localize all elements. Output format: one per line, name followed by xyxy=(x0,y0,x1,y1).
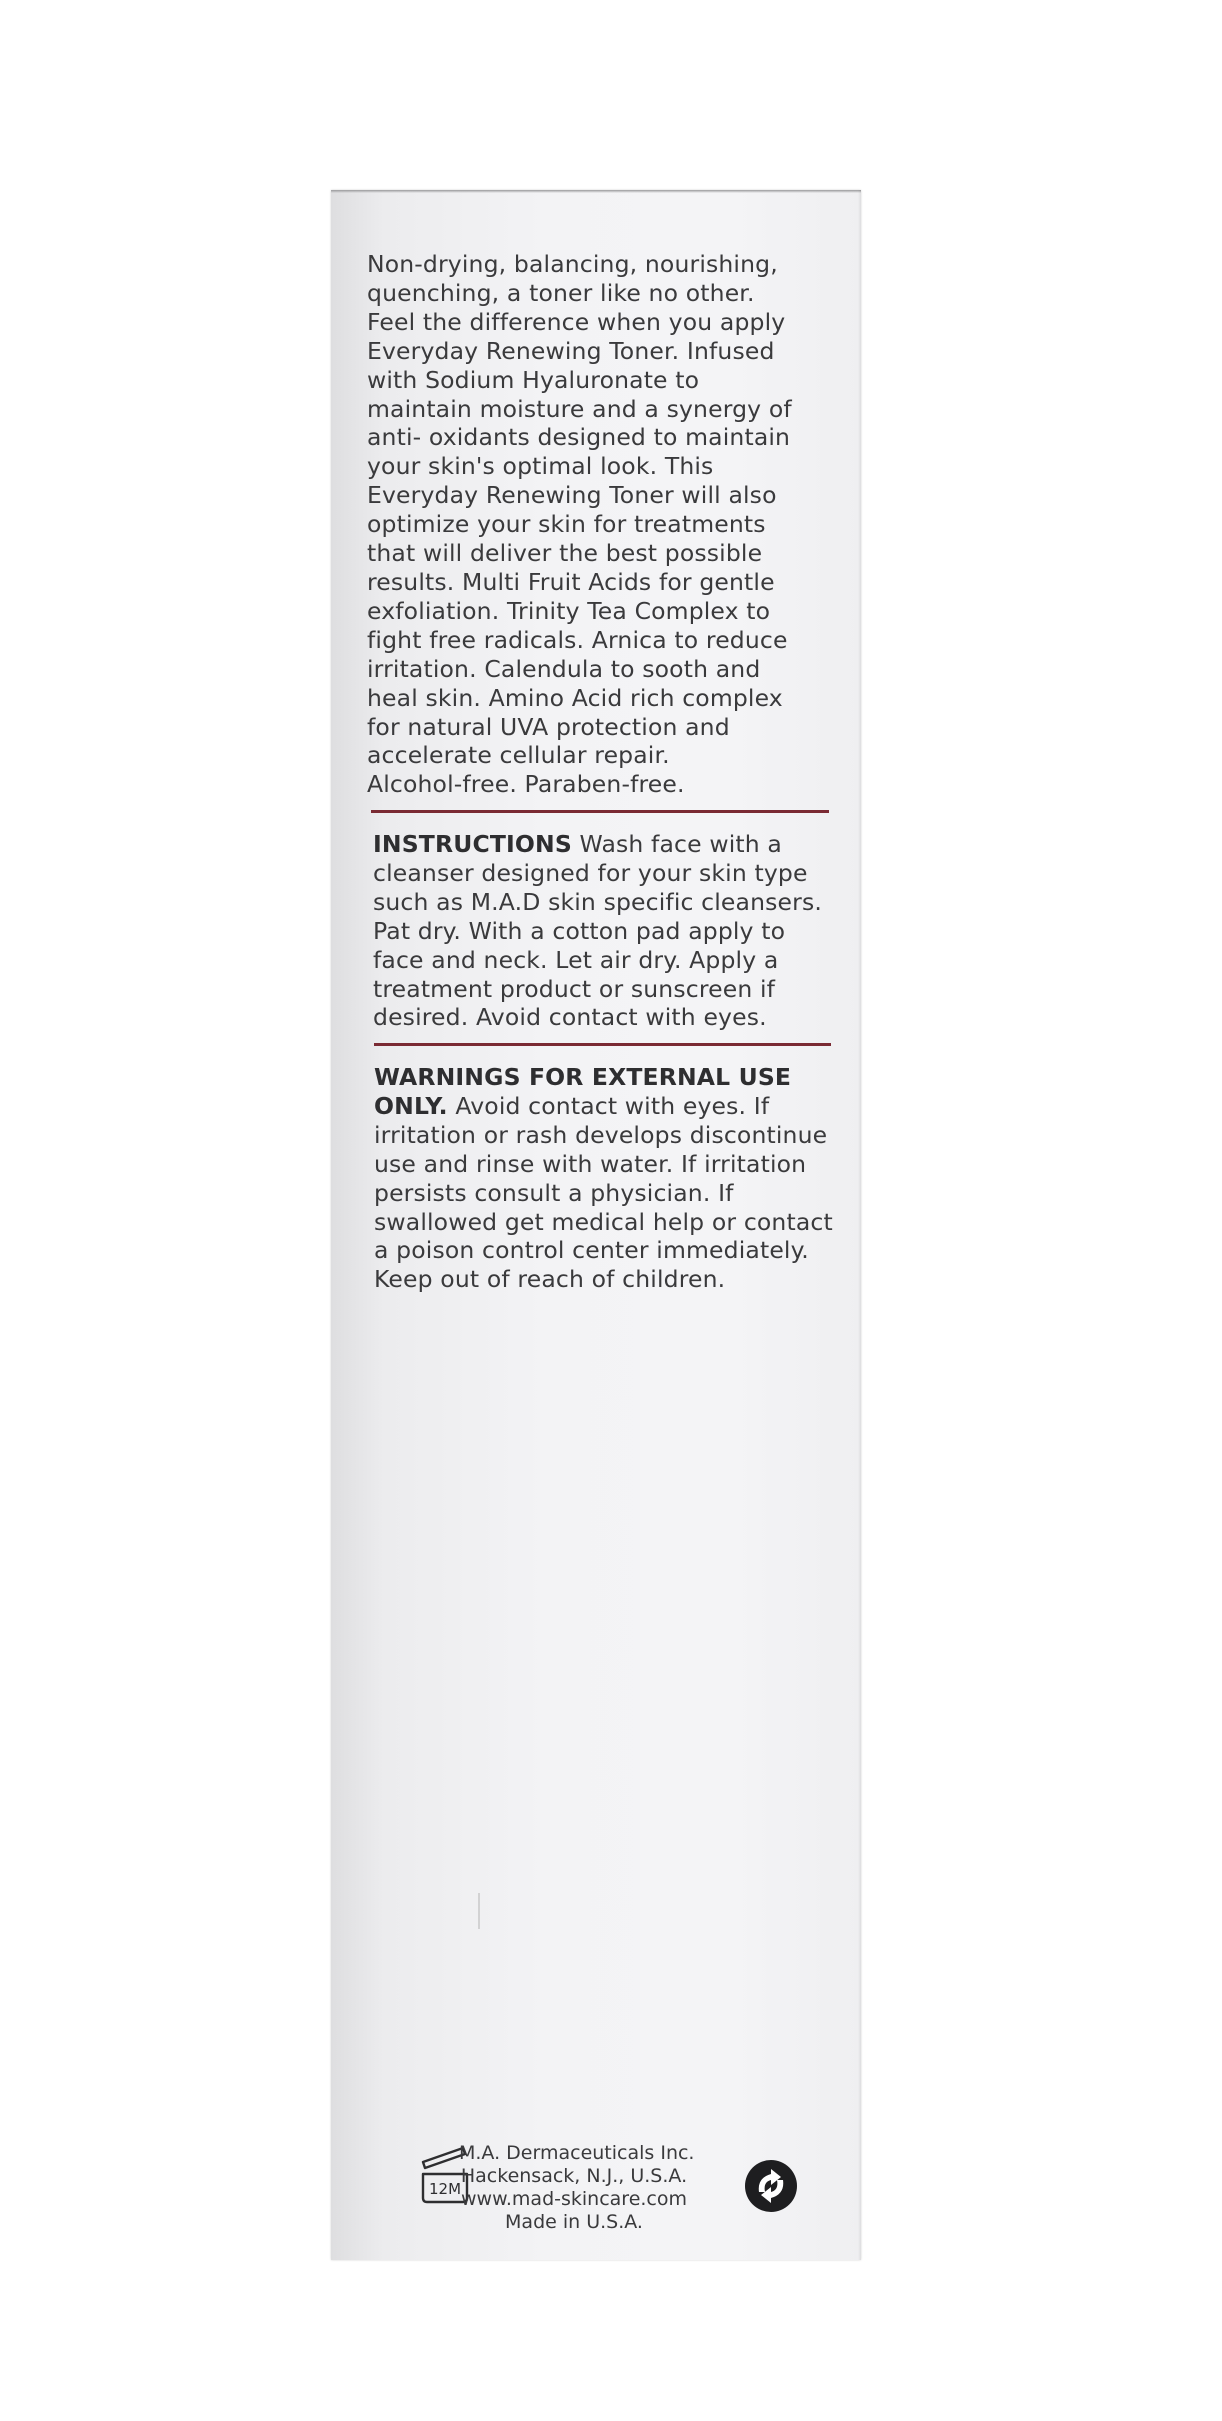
manufacturer-info xyxy=(459,2142,695,2234)
warnings-heading: WARNINGS xyxy=(374,1063,521,1091)
print-mark xyxy=(478,1893,480,1929)
warnings-body: Avoid contact with eyes. If irritation or rash develops discontinue use and rinse with water. If irritation persists consult a physician. If swallowed get medical help or contact a poison control center immediately. Keep out of reach of children. xyxy=(374,1091,833,1294)
instructions-body: Wash face with a cleanser designed for your skin type such as M.A.D skin specific cleansers. Pat dry. With a cotton pad apply to face and neck. Let air dry. Apply a treatment product or sunscreen if desired. Avoid contact with eyes. xyxy=(373,830,822,1032)
instructions-heading: INSTRUCTIONS xyxy=(373,830,572,858)
product-description: Non-drying, balancing, nourishing, quenching, a toner like no other. Feel the difference when you apply Everyday Renewing Toner. Infused with Sodium Hyaluronate to maintain moisture and a synergy of anti- oxidants designed to maintain your skin's optimal look. This Everyday Renewing Toner will also optimize your skin for treatments that will deliver the best possible results. Multi Fruit Acids for gentle exfoliation. Trinity Tea Complex to fight free radicals. Arnica to reduce irritation. Calendula to sooth and heal skin. Amino Acid rich complex for natural UVA protection and accelerate cellular repair. Alcohol-free. Paraben-free. xyxy=(367,250,792,799)
warnings-subheading: FOR EXTERNAL USE ONLY. xyxy=(374,1063,792,1120)
company-location: Hackensack, N.J., U.S.A. xyxy=(460,2165,688,2187)
company-name: M.A. Dermaceuticals Inc. xyxy=(459,2142,695,2164)
company-website: www.mad-skincare.com xyxy=(461,2188,687,2210)
box-side-panel xyxy=(331,190,861,2260)
divider-rule xyxy=(371,810,829,813)
manufacturer-footer xyxy=(331,2142,861,2272)
recycle-arrows-icon xyxy=(743,2158,799,2214)
instructions-section xyxy=(373,830,843,1032)
pao-label: 12M xyxy=(428,2180,462,2198)
divider-rule xyxy=(374,1043,831,1046)
made-in-label: Made in U.S.A. xyxy=(505,2211,643,2233)
warnings-section xyxy=(374,1063,844,1294)
